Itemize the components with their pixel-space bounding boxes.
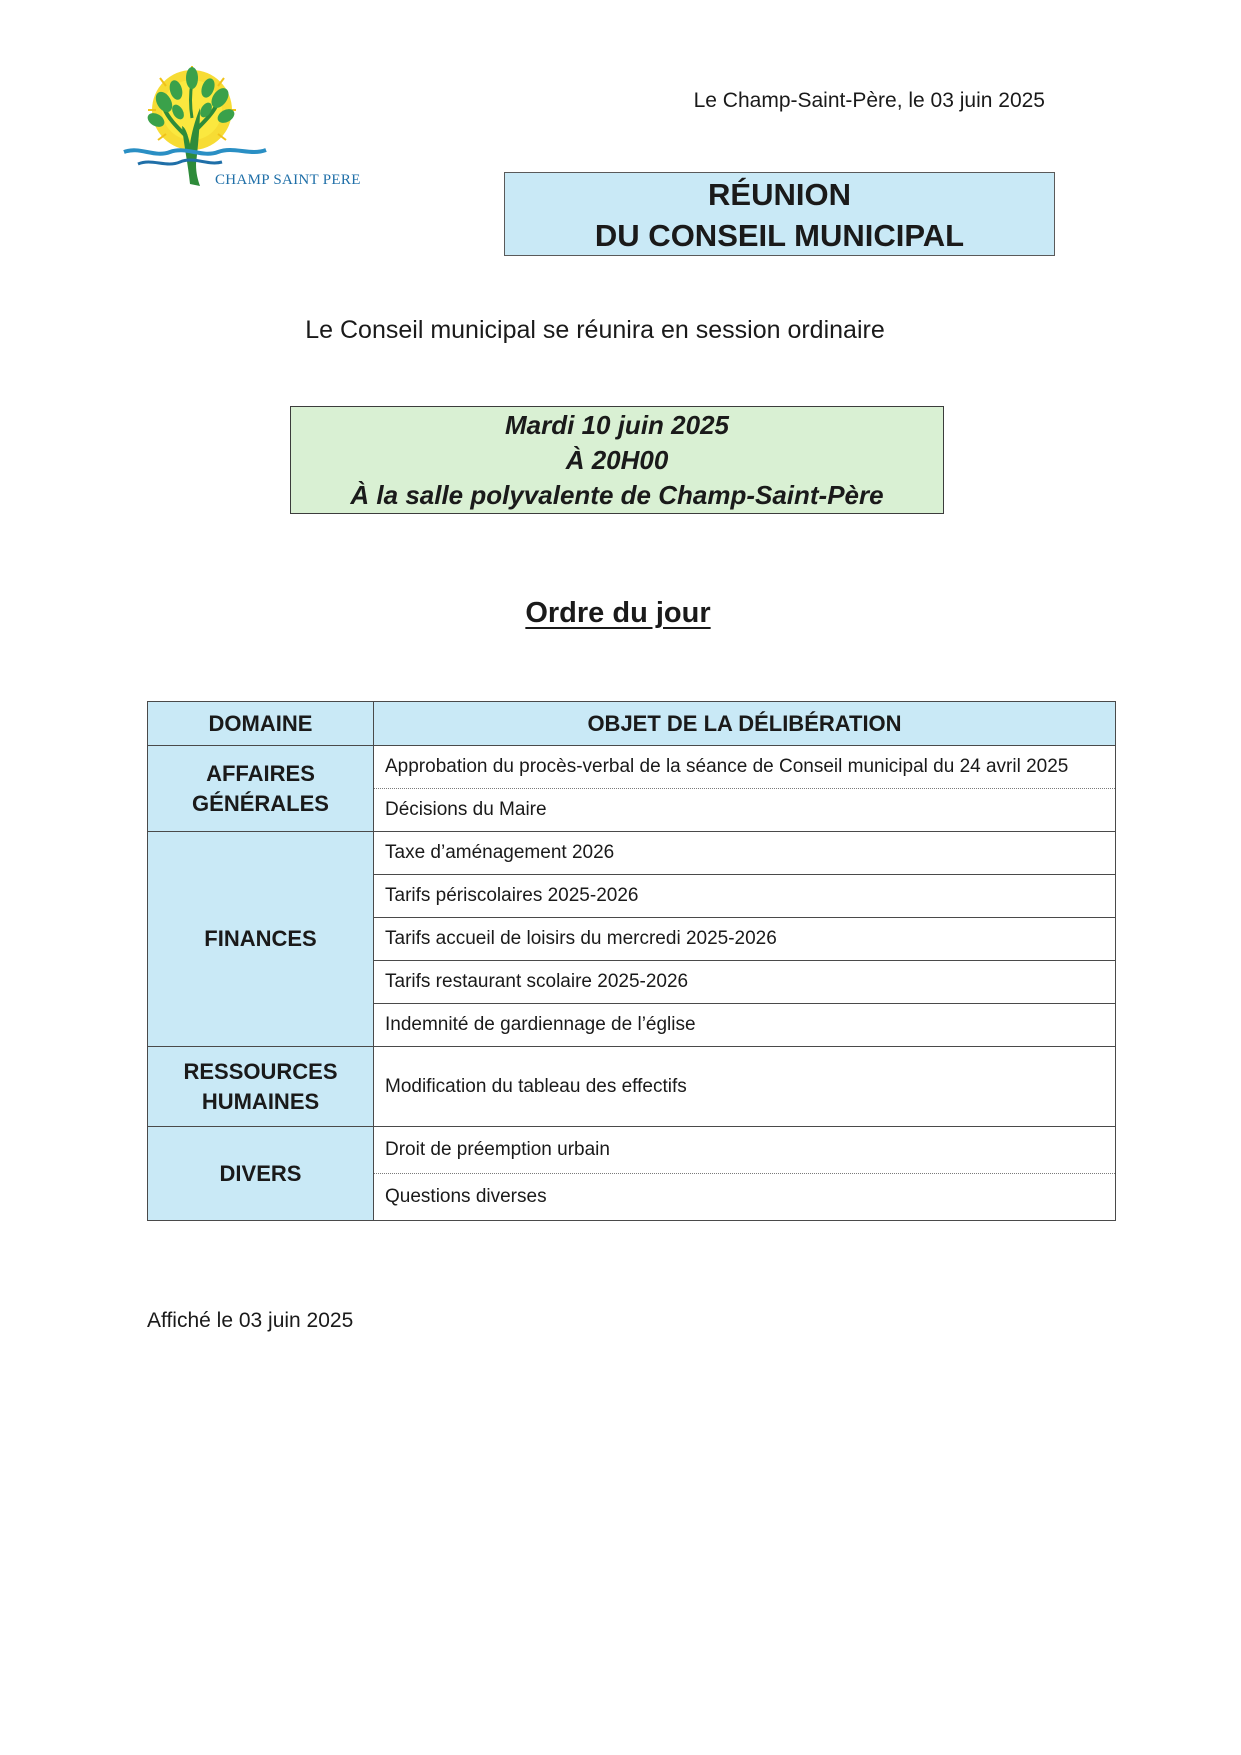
domain-cell-human-resources <box>148 1047 374 1127</box>
agenda-item: Approbation du procès-verbal de la séance de Conseil municipal du 24 avril 2025 <box>374 746 1116 789</box>
agenda-item: Tarifs accueil de loisirs du mercredi 2025-2026 <box>374 918 1116 961</box>
domain-cell-general-affairs <box>148 746 374 832</box>
municipal-logo <box>120 66 370 196</box>
agenda-item: Tarifs restaurant scolaire 2025-2026 <box>374 961 1116 1004</box>
session-details-box <box>290 406 944 514</box>
place-date: Le Champ-Saint-Père, le 03 juin 2025 <box>693 89 1045 112</box>
table-row <box>148 1127 1116 1174</box>
agenda-item: Tarifs périscolaires 2025-2026 <box>374 875 1116 918</box>
domain-label: RESSOURCES HUMAINES <box>183 1058 338 1114</box>
agenda-item: Taxe d’aménagement 2026 <box>374 832 1116 875</box>
session-location: À la salle polyvalente de Champ-Saint-Père <box>350 480 884 510</box>
agenda-item: Modification du tableau des effectifs <box>374 1047 1116 1127</box>
title-line-2: DU CONSEIL MUNICIPAL <box>594 218 965 253</box>
table-header-row <box>148 702 1116 746</box>
table-row <box>148 746 1116 789</box>
session-date: Mardi 10 juin 2025 <box>505 410 729 440</box>
agenda-item: Droit de préemption urbain <box>374 1127 1116 1174</box>
domain-cell-finances <box>148 832 374 1047</box>
agenda-table <box>147 701 1116 1221</box>
agenda-item: Indemnité de gardiennage de l’église <box>374 1004 1116 1047</box>
title-line-1: RÉUNION <box>708 177 851 212</box>
meeting-title-box <box>504 172 1055 256</box>
table-row <box>148 832 1116 875</box>
agenda-title <box>0 597 1236 630</box>
domain-cell-misc <box>148 1127 374 1221</box>
agenda-item: Questions diverses <box>374 1174 1116 1221</box>
domain-label: FINANCES <box>204 926 317 951</box>
table-row <box>148 1047 1116 1127</box>
domain-label: DIVERS <box>219 1160 302 1186</box>
posted-date: Affiché le 03 juin 2025 <box>147 1309 354 1332</box>
logo-text: CHAMP SAINT PERE <box>215 172 361 188</box>
header-domain: DOMAINE <box>148 702 374 746</box>
intro-text: Le Conseil municipal se réunira en session ordinaire <box>305 316 885 344</box>
header-object: OBJET DE LA DÉLIBÉRATION <box>374 702 1116 746</box>
session-time: À 20H00 <box>565 445 669 475</box>
domain-label: AFFAIRES GÉNÉRALES <box>192 760 329 816</box>
agenda-item: Décisions du Maire <box>374 789 1116 832</box>
agenda-title-text: Ordre du jour <box>525 597 711 629</box>
